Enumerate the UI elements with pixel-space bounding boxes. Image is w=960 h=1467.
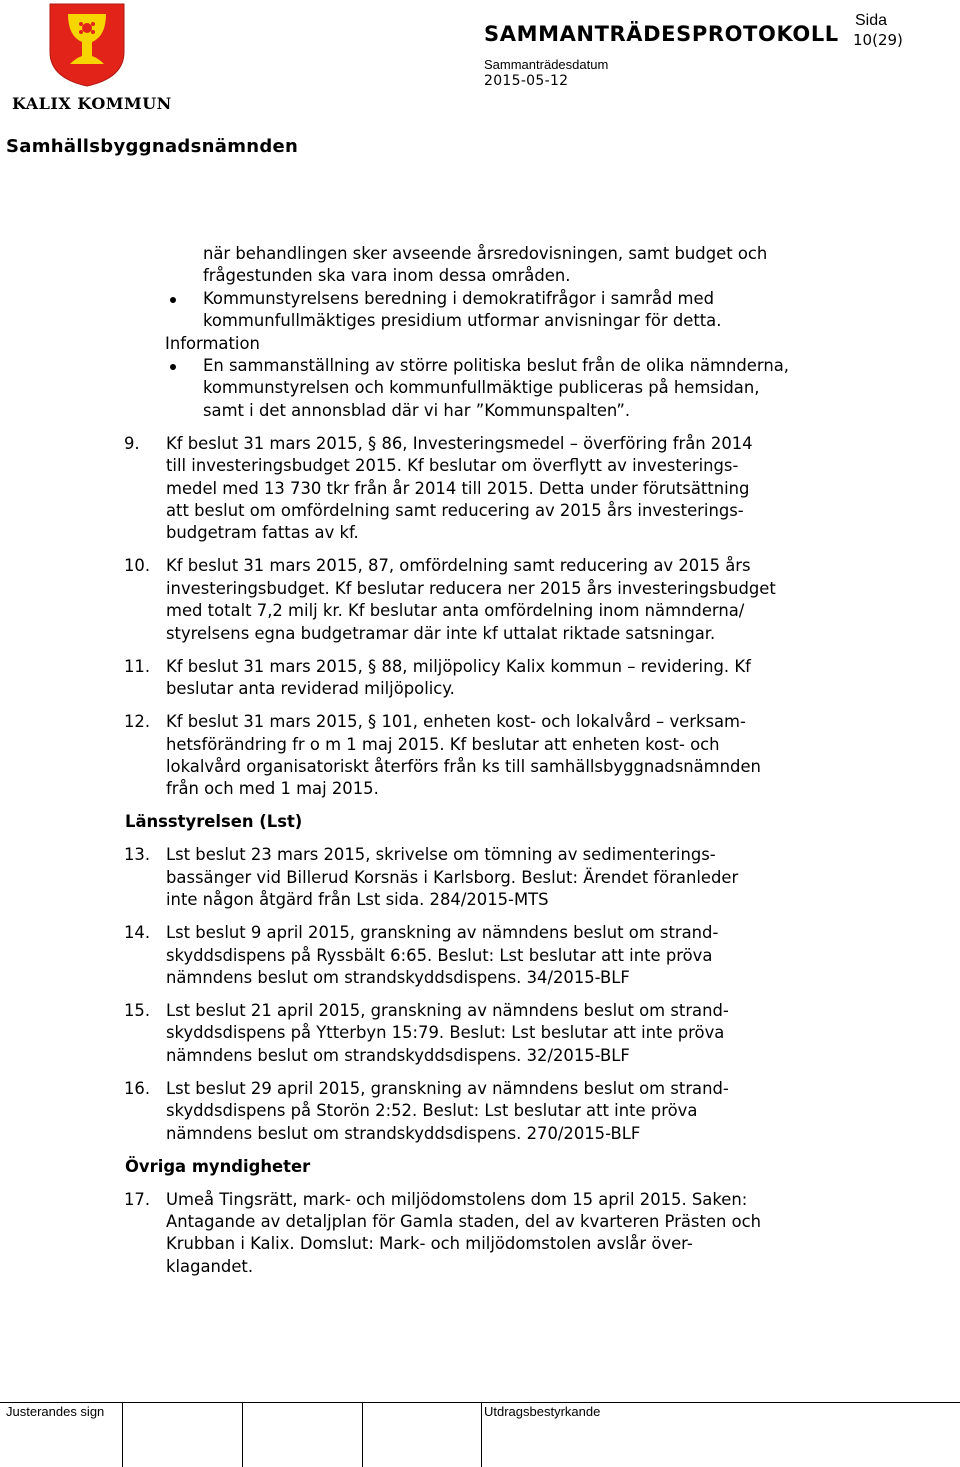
- item-line: skyddsdispens på Storön 2:52. Beslut: Lst beslutar att inte pröva: [166, 1101, 698, 1121]
- bullet-icon: [170, 297, 176, 303]
- meeting-date: 2015-05-12: [484, 73, 569, 89]
- item-line: bassänger vid Billerud Korsnäs i Karlsborg. Beslut: Ärendet föranleder: [166, 867, 739, 887]
- item-line: nämndens beslut om strandskyddsdispens. 32/2015-BLF: [166, 1045, 630, 1065]
- page-number: 10(29): [853, 31, 903, 49]
- department-name: Samhällsbyggnadsnämnden: [6, 136, 299, 157]
- kalix-logo: [8, 2, 172, 114]
- document-title: SAMMANTRÄDESPROTOKOLL: [484, 22, 839, 46]
- justerandes-sign-label: Justerandes sign: [6, 1404, 105, 1419]
- item-line: Lst beslut 23 mars 2015, skrivelse om tömning av sedimenterings-: [166, 845, 716, 865]
- intro-line: frågestunden ska vara inom dessa områden.: [203, 266, 571, 286]
- item-line: med totalt 7,2 milj kr. Kf beslutar anta omfördelning inom nämnderna/: [166, 601, 745, 621]
- item-number: 15.: [124, 1000, 151, 1020]
- item-line: Kf beslut 31 mars 2015, § 86, Investeringsmedel – överföring från 2014: [166, 433, 753, 453]
- item-number: 14.: [124, 923, 151, 943]
- item-line: Kf beslut 31 mars 2015, § 88, miljöpolicy Kalix kommun – revidering. Kf: [166, 656, 751, 676]
- list-item: [0, 1078, 960, 1145]
- item-line: Umeå Tingsrätt, mark- och miljödomstolens dom 15 april 2015. Saken:: [166, 1189, 748, 1209]
- logo-text: KALIX KOMMUN: [12, 94, 172, 113]
- item-line: nämndens beslut om strandskyddsdispens. 34/2015-BLF: [166, 967, 630, 987]
- item-number: 17.: [124, 1189, 151, 1209]
- signature-divider: [362, 1403, 363, 1467]
- item-number: 11.: [124, 656, 151, 676]
- bullet-line: samt i det annonsblad där vi har ”Kommunspalten”.: [203, 400, 631, 420]
- list-item: [0, 433, 960, 545]
- item-line: Krubban i Kalix. Domslut: Mark- och miljödomstolen avslår över-: [166, 1234, 693, 1254]
- coat-of-arms-icon: [48, 2, 126, 88]
- item-number: 10.: [124, 556, 151, 576]
- item-number: 12.: [124, 712, 151, 732]
- item-line: till investeringsbudget 2015. Kf beslutar om överflytt av investerings-: [166, 456, 739, 476]
- bullet-line: kommunfullmäktiges presidium utformar anvisningar för detta.: [203, 311, 722, 331]
- document-body: [0, 243, 960, 1278]
- item-line: hetsförändring fr o m 1 maj 2015. Kf beslutar att enheten kost- och: [166, 734, 720, 754]
- item-line: inte någon åtgärd från Lst sida. 284/2015-MTS: [166, 890, 549, 910]
- item-line: Lst beslut 9 april 2015, granskning av nämndens beslut om strand-: [166, 923, 719, 943]
- item-line: skyddsdispens på Ryssbält 6:65. Beslut: Lst beslutar att inte pröva: [166, 945, 713, 965]
- bullet-icon: [170, 364, 176, 370]
- list-item: [0, 844, 960, 911]
- info-heading: Information: [165, 333, 260, 353]
- item-line: budgetram fattas av kf.: [166, 523, 359, 543]
- date-label: Sammanträdesdatum: [484, 57, 609, 72]
- item-line: Lst beslut 21 april 2015, granskning av nämndens beslut om strand-: [166, 1000, 729, 1020]
- bullet-line: Kommunstyrelsens beredning i demokratifrågor i samråd med: [0, 288, 960, 310]
- item-number: 13.: [124, 845, 151, 865]
- list-item: [0, 1189, 960, 1279]
- page-label: Sida: [855, 12, 888, 29]
- signature-footer: [0, 1402, 960, 1467]
- section-heading: Länsstyrelsen (Lst): [125, 812, 303, 832]
- list-item: [0, 922, 960, 989]
- item-line: skyddsdispens på Ytterbyn 15:79. Beslut: Lst beslutar att inte pröva: [166, 1023, 725, 1043]
- item-line: Kf beslut 31 mars 2015, 87, omfördelning samt reducering av 2015 års: [166, 556, 751, 576]
- signature-divider: [481, 1403, 482, 1467]
- intro-line: när behandlingen sker avseende årsredovisningen, samt budget och: [203, 244, 768, 263]
- item-line: från och med 1 maj 2015.: [166, 779, 379, 799]
- utdragsbestyrkande-label: Utdragsbestyrkande: [484, 1404, 601, 1419]
- item-line: medel med 13 730 tkr från år 2014 till 2015. Detta under förutsättning: [166, 478, 750, 498]
- list-item: [0, 555, 960, 645]
- list-item: [0, 656, 960, 701]
- list-item: [0, 711, 960, 801]
- item-line: att beslut om omfördelning samt reducering av 2015 års investerings-: [166, 501, 744, 521]
- item-line: lokalvård organisatoriskt återförs från ks till samhällsbyggnadsnämnden: [166, 756, 761, 776]
- item-line: Lst beslut 29 april 2015, granskning av nämndens beslut om strand-: [166, 1078, 729, 1098]
- signature-divider: [122, 1403, 123, 1467]
- item-line: Kf beslut 31 mars 2015, § 101, enheten kost- och lokalvård – verksam-: [166, 712, 746, 732]
- item-number: 16.: [124, 1078, 151, 1098]
- item-line: beslutar anta reviderad miljöpolicy.: [166, 679, 455, 699]
- item-line: klagandet.: [166, 1256, 254, 1276]
- list-item: [0, 1000, 960, 1067]
- item-line: nämndens beslut om strandskyddsdispens. 270/2015-BLF: [166, 1123, 641, 1143]
- section-heading: Övriga myndigheter: [125, 1156, 311, 1176]
- item-line: Antagande av detaljplan för Gamla staden, del av kvarteren Prästen och: [166, 1211, 762, 1231]
- bullet-line: kommunstyrelsen och kommunfullmäktige publiceras på hemsidan,: [203, 378, 760, 398]
- item-number: 9.: [124, 433, 140, 453]
- bullet-line: En sammanställning av större politiska beslut från de olika nämnderna,: [0, 355, 960, 377]
- item-line: investeringsbudget. Kf beslutar reducera ner 2015 års investeringsbudget: [166, 578, 776, 598]
- signature-divider: [242, 1403, 243, 1467]
- item-line: styrelsens egna budgetramar där inte kf uttalat riktade satsningar.: [166, 623, 716, 643]
